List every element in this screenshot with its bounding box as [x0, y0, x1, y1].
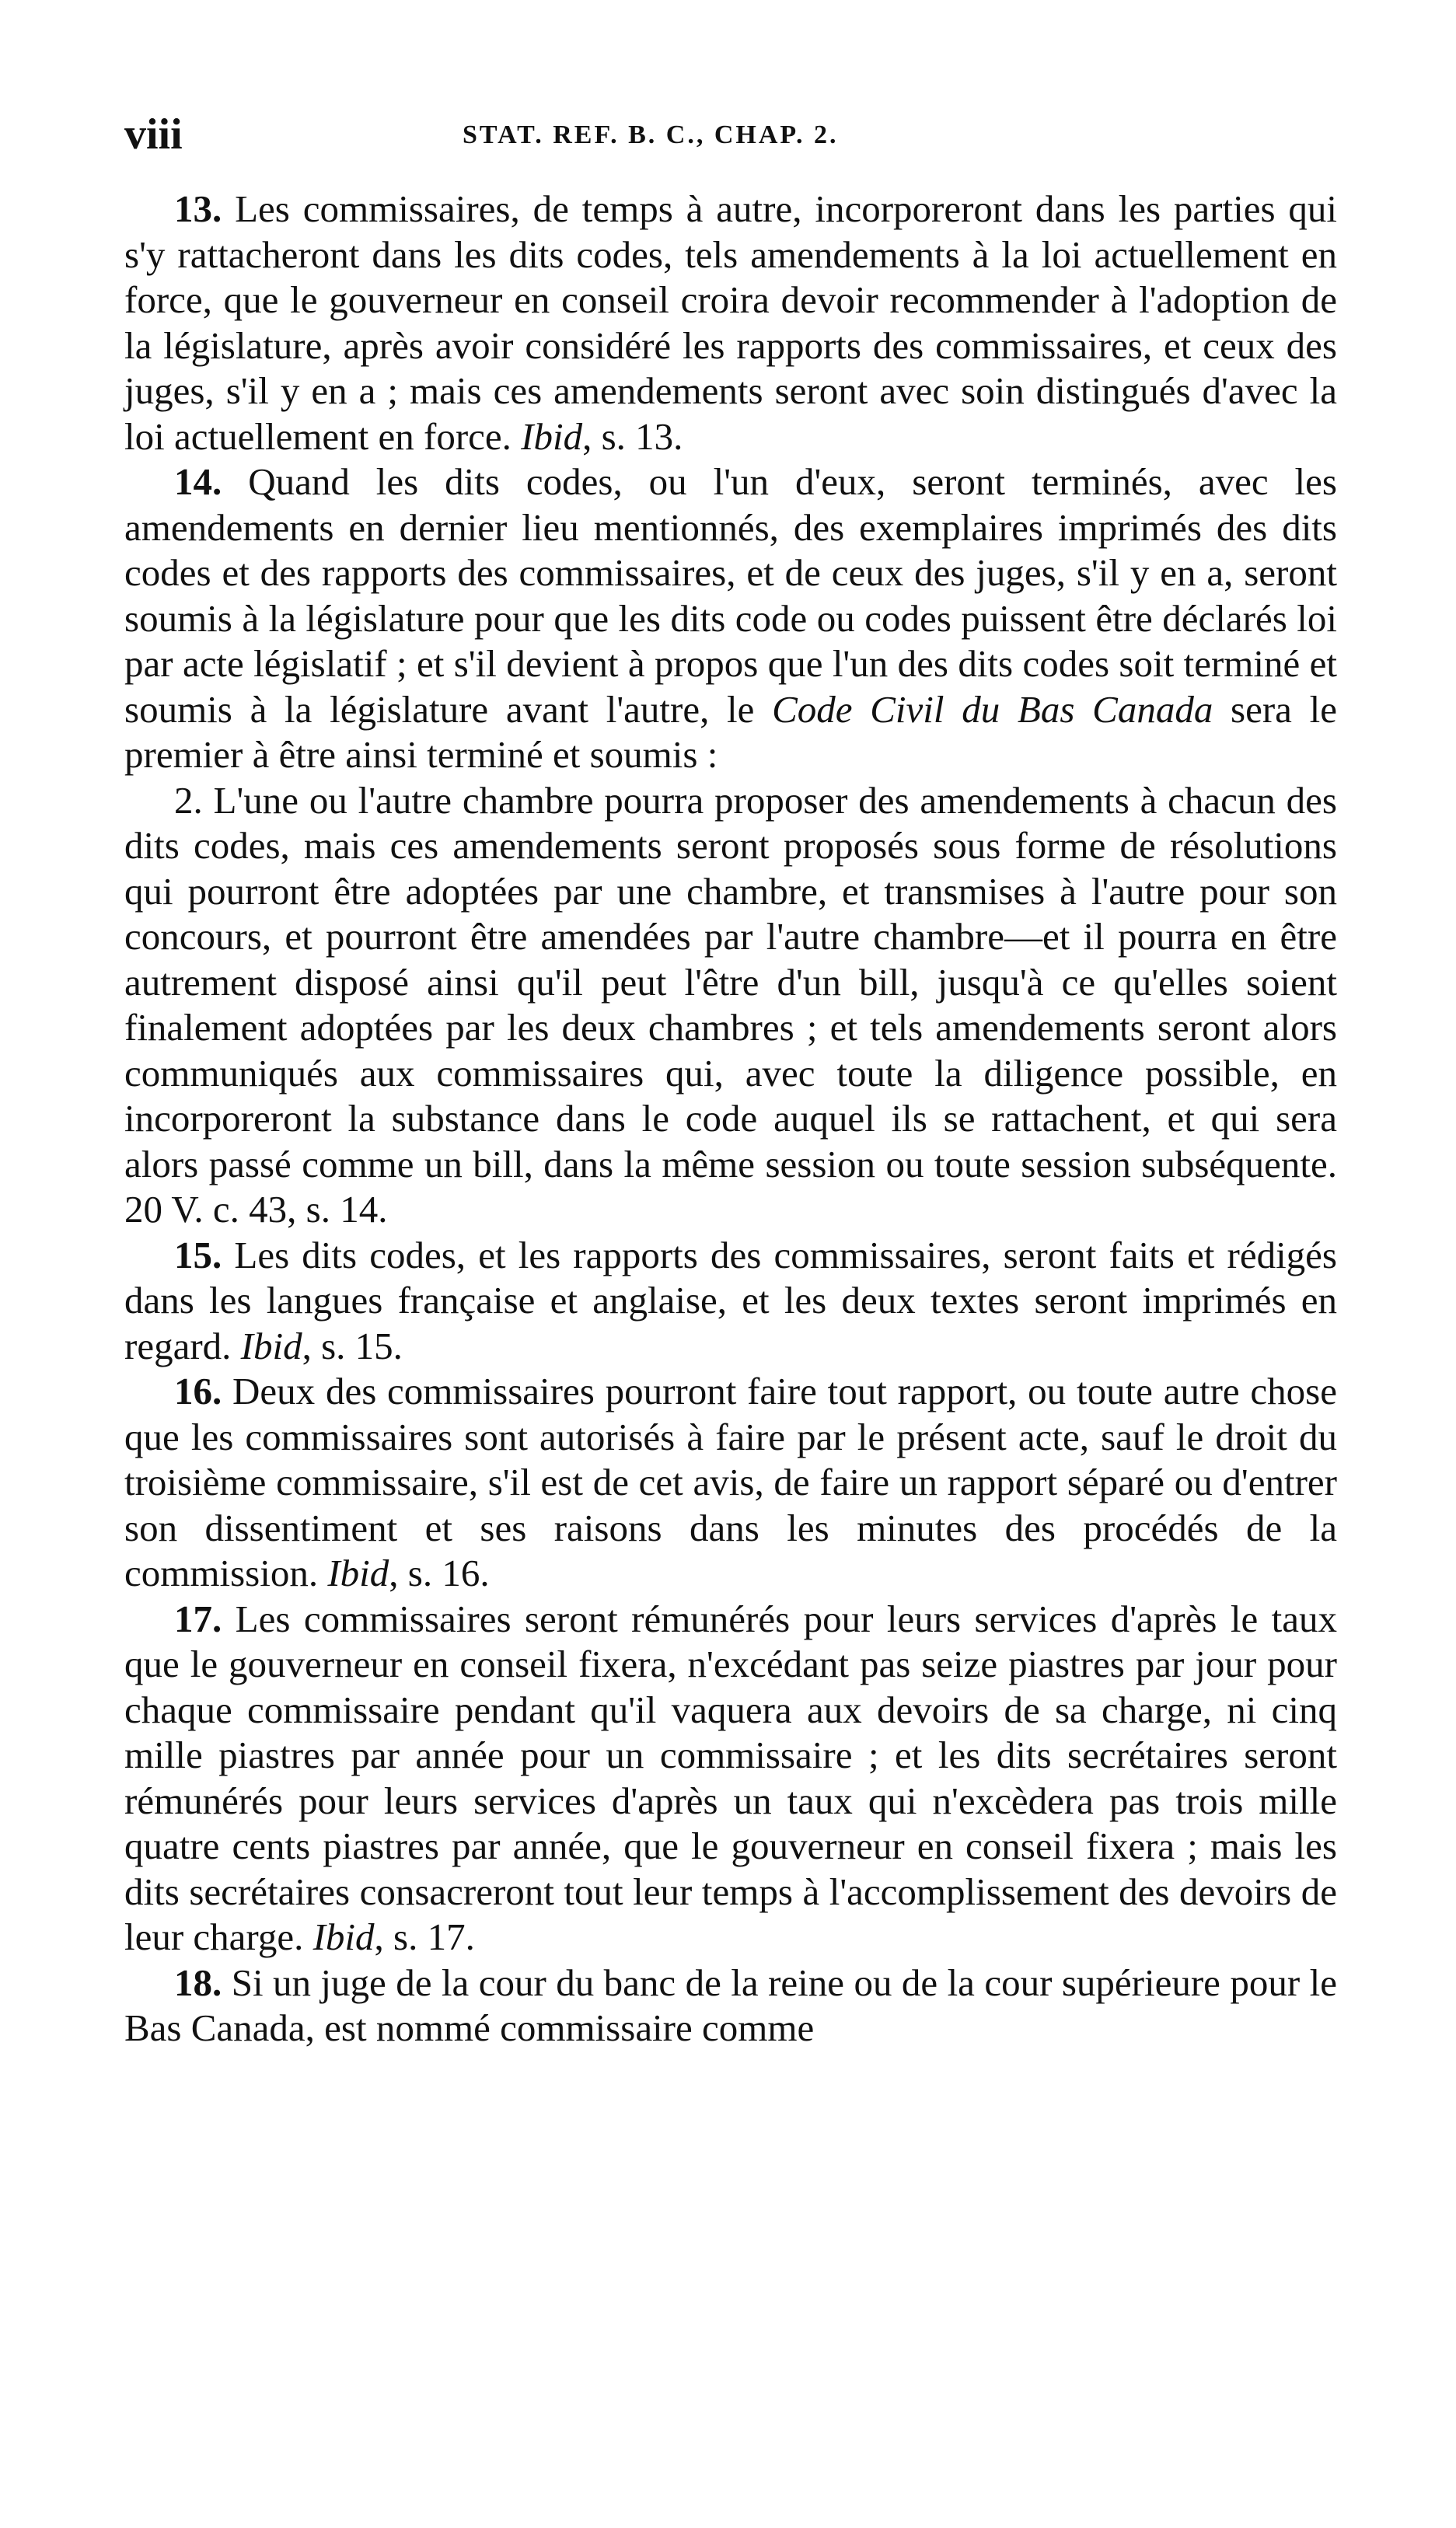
- text-segment: Les dits codes, et les rapports des commissaires, seront faits et rédigés dans les langues française et anglaise, et les deux textes seront imprimés en regard.: [124, 1233, 1337, 1367]
- section-18: [124, 1961, 1337, 2051]
- section-number: 18.: [174, 1961, 222, 2004]
- section-number: 15.: [174, 1233, 222, 1276]
- text-segment: 2. L'une ou l'autre chambre pourra proposer des amendements à chacun des dits codes, mais ces amendements seront proposés sous forme de résolutions qui pourront être adoptées par une chambre, et transmises à l'autre pour son concours, et pourront être amendées par l'autre chambre—et il pourra en être autrement disposé ainsi qu'il peut l'être d'un bill, jusqu'à ce qu'elles soient finalement adoptées par les deux chambres ; et tels amendements seront alors communiqués aux commissaires qui, avec toute la diligence possible, en incorporeront la substance dans le code auquel ils se rattachent, et qui sera alors passé comme un bill, dans la même session ou toute session subséquente. 20 V. c. 43, s. 14.: [124, 778, 1337, 1231]
- section-number: 16.: [174, 1370, 222, 1412]
- text-segment: Deux des commissaires pourront faire tout rapport, ou toute autre chose que les commissaires sont autorisés à faire par le présent acte, sauf le droit du troisième commissaire, s'il est de cet avis, de faire un rapport séparé ou d'entrer son dissentiment et ses raisons dans les minutes des procédés de la commission.: [124, 1370, 1337, 1594]
- running-head: STAT. REF. B. C., CHAP. 2.: [463, 120, 839, 149]
- body-text: [124, 187, 1337, 2051]
- section-14: [124, 459, 1337, 778]
- section-17: [124, 1597, 1337, 1961]
- section-number: 13.: [174, 187, 222, 230]
- text-segment: Les commissaires seront rémunérés pour leurs services d'après le taux que le gouverneur en conseil fixera, n'excédant pas seize piastres par jour pour chaque commissaire pendant qu'il vaquera aux devoirs de sa charge, ni cinq mille piastres par année pour un commissaire ; et les dits secrétaires seront rémunérés pour leurs services d'après un taux qui n'excèdera pas trois mille quatre cents piastres par année, que le gouverneur en conseil fixera ; mais les dits secrétaires consacreront tout leur temps à l'accomplissement des devoirs de leur charge.: [124, 1597, 1337, 1958]
- text-segment: Les commissaires, de temps à autre, incorporeront dans les parties qui s'y rattacheront dans les dits codes, tels amendements à la loi actuellement en force, que le gouverneur en conseil croira devoir recommender à l'adoption de la législature, après avoir considéré les rapports des commissaires, et ceux des juges, s'il y en a ; mais ces amendements seront avec soin distingués d'avec la loi actuellement en force.: [124, 187, 1337, 458]
- text-segment-italic: Ibid: [327, 1552, 389, 1594]
- text-segment: , s. 15.: [302, 1324, 403, 1367]
- section-13: [124, 187, 1337, 459]
- page-number: viii: [124, 110, 183, 159]
- text-segment: Si un juge de la cour du banc de la reine ou de la cour supérieure pour le Bas Canada, est nommé commissaire comme: [124, 1961, 1337, 2049]
- text-segment: , s. 16.: [389, 1552, 490, 1594]
- section-number: 17.: [174, 1597, 222, 1640]
- section-number: 14.: [174, 460, 222, 503]
- section-14-subsection-2: [124, 778, 1337, 1233]
- section-15: [124, 1233, 1337, 1370]
- text-segment-italic: Ibid: [240, 1324, 302, 1367]
- text-segment: , s. 13.: [582, 414, 683, 458]
- section-16: [124, 1369, 1337, 1597]
- page-header: [124, 107, 1337, 162]
- text-segment: Quand les dits codes, ou l'un d'eux, seront terminés, avec les amendements en dernier lieu mentionnés, des exemplaires imprimés des dits codes et des rapports des commissaires, et de ceux des juges, s'il y en a, seront soumis à la législature pour que les dits code ou codes puissent être déclarés loi par acte législatif ; et s'il devient à propos que l'un des dits codes soit terminé et soumis à la législature avant l'autre, le: [124, 460, 1337, 731]
- text-segment: , s. 17.: [374, 1915, 475, 1958]
- text-segment-italic: Ibid: [521, 414, 583, 458]
- text-segment-italic: Ibid: [312, 1915, 375, 1958]
- text-segment: sera le premier à être ainsi terminé et soumis :: [124, 687, 1337, 776]
- text-segment-italic: Code Civil du Bas Canada: [772, 687, 1213, 731]
